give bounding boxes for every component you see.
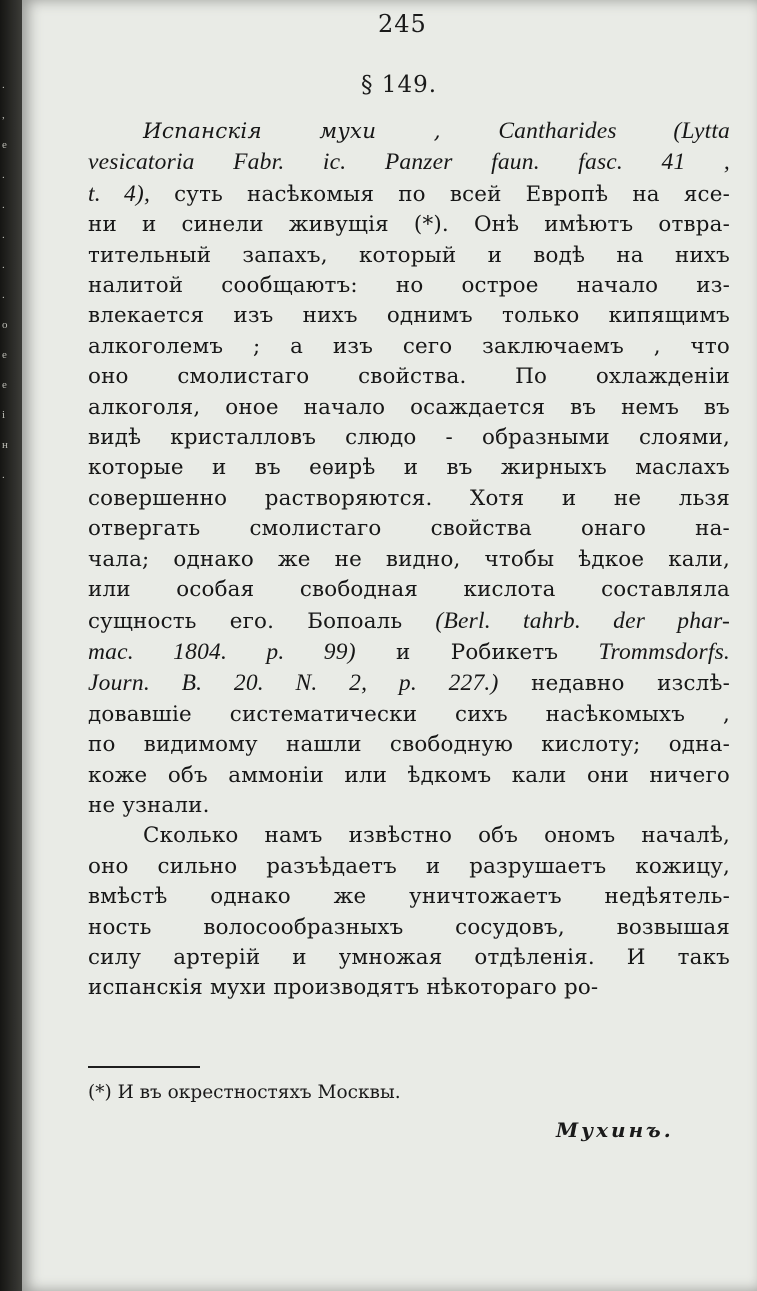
text-line: [88, 668, 730, 699]
text-run: испанскія мухи производятъ нѣкотораго ро-: [88, 975, 599, 1001]
text-line: [88, 271, 730, 301]
text-run: оно смолистаго свойства. По охлажденіи: [88, 364, 730, 390]
latin-citation: mac. 1804. p. 99): [88, 638, 356, 665]
text-run: Сколько намъ извѣстно объ ономъ началѣ,: [143, 823, 730, 849]
text-line: [88, 821, 730, 851]
text-line: [88, 637, 730, 668]
text-run: отвергать смолистаго свойства онаго на-: [88, 516, 730, 542]
text-run: по видимому нашли свободную кислоту; одна-: [88, 732, 730, 758]
text-line: [88, 453, 730, 483]
italic-term: Испанскія мухи ,: [143, 119, 499, 144]
text-line: [88, 362, 730, 392]
text-run: ни и синели живущія (*). Онѣ имѣютъ отвра-: [88, 212, 730, 238]
text-line: [88, 700, 730, 730]
latin-citation: Journ. B. 20. N. 2, p. 227.): [88, 670, 499, 697]
latin-citation: Trommsdorfs.: [598, 638, 730, 665]
text-run: оно сильно разъѣдаетъ и разрушаетъ кожицу,: [88, 853, 730, 879]
text-line: [88, 943, 730, 973]
text-run: совершенно растворяются. Хотя и не льзя: [88, 485, 730, 511]
text-line: [88, 606, 730, 637]
text-run: которые и въ еѳирѣ и въ жирныхъ маслахъ: [88, 455, 730, 481]
paragraph-1: [88, 116, 730, 821]
text-line: [88, 514, 730, 544]
text-run: не узнали.: [88, 792, 210, 818]
text-run: алкоголемъ ; а изъ сего заключаемъ , что: [88, 333, 730, 359]
latin-citation: vesicatoria Fabr. ic. Panzer faun. fasc. 41 ,: [88, 149, 730, 176]
text-line: [88, 730, 730, 760]
text-line: [88, 179, 730, 210]
book-page: [22, 0, 757, 1291]
text-line: [88, 423, 730, 453]
signature: Мухинъ.: [556, 1118, 674, 1142]
text-run: видѣ кристалловъ слюдо - образными слоями,: [88, 425, 730, 451]
text-run: налитой сообщаютъ: но острое начало из-: [88, 273, 730, 299]
text-line: [88, 575, 730, 605]
text-line: [88, 393, 730, 423]
latin-citation: Cantharides (Lytta: [498, 118, 730, 144]
text-run: влекается изъ нихъ однимъ только кипящимъ: [88, 303, 730, 329]
text-line: [88, 761, 730, 791]
text-line: [88, 147, 730, 178]
text-run: чала; однако же не видно, чтобы ѣдкое кали,: [88, 546, 730, 572]
text-run: силу артерій и умножая отдѣленія. И такъ: [88, 944, 730, 970]
footnote: (*) И въ окрестностяхъ Москвы.: [88, 1082, 401, 1103]
gutter-bleed-marks: . , е . . . . . о е е і н .: [2, 79, 8, 481]
text-line: [88, 852, 730, 882]
text-run: коже объ аммоніи или ѣдкомъ кали они ничего: [88, 762, 730, 788]
text-line: [88, 913, 730, 943]
body-text: [88, 116, 730, 1004]
text-run: и Робикетъ: [355, 639, 599, 665]
text-line: [88, 973, 730, 1003]
book-gutter: [0, 0, 22, 1291]
section-heading: § 149.: [361, 72, 438, 98]
text-run: алкоголя, оное начало осаждается въ немъ въ: [88, 394, 730, 420]
page-number: 245: [378, 10, 427, 38]
text-run: вмѣстѣ однако же уничтожаетъ недѣятель-: [88, 884, 730, 910]
paragraph-2: [88, 821, 730, 1003]
text-line: [88, 241, 730, 271]
latin-citation: t. 4),: [88, 180, 151, 207]
text-line: [88, 210, 730, 240]
text-line: [88, 791, 730, 821]
latin-citation: (Berl. tahrb. der phar-: [435, 607, 730, 634]
footnote-divider: [88, 1066, 200, 1068]
text-line: [88, 332, 730, 362]
text-line: [88, 301, 730, 331]
text-run: тительный запахъ, который и водѣ на нихъ: [88, 242, 730, 268]
text-line: [88, 545, 730, 575]
text-run: недавно изслѣ-: [498, 671, 730, 697]
text-line: [88, 882, 730, 912]
text-run: сущность его. Бопоаль: [88, 608, 436, 634]
text-run: ность волосообразныхъ сосудовъ, возвышая: [88, 914, 730, 940]
text-run: довавшіе систематически сихъ насѣкомыхъ ,: [88, 701, 730, 727]
text-run: суть насѣкомыя по всей Европѣ на ясе-: [150, 181, 730, 207]
text-run: или особая свободная кислота составляла: [88, 577, 730, 603]
text-line: [88, 116, 730, 147]
text-line: [88, 484, 730, 514]
